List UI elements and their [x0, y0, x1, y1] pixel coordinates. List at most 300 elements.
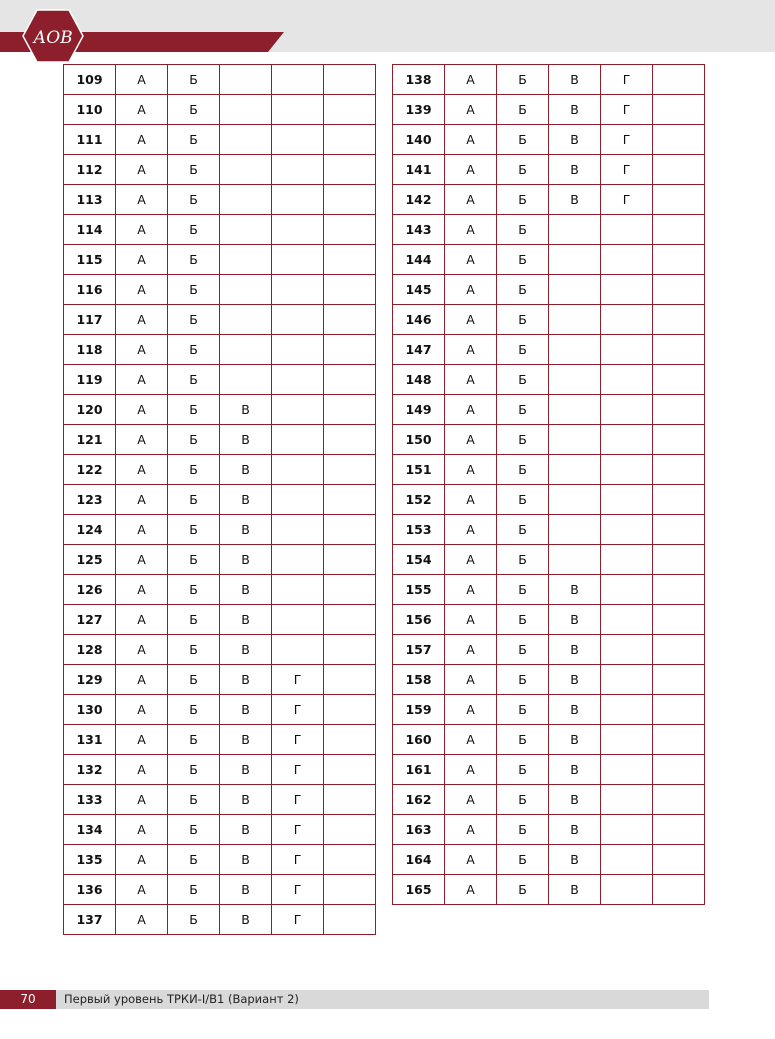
answer-option-cell[interactable]: Б — [168, 575, 220, 605]
answer-option-cell[interactable] — [272, 605, 324, 635]
answer-option-cell[interactable]: Б — [168, 785, 220, 815]
answer-option-cell[interactable] — [601, 395, 653, 425]
answer-option-cell[interactable]: А — [445, 695, 497, 725]
answer-option-cell[interactable]: В — [549, 695, 601, 725]
question-number: 115 — [64, 245, 116, 275]
answer-option-cell[interactable] — [549, 545, 601, 575]
answer-option-cell[interactable] — [601, 485, 653, 515]
answer-option-cell[interactable] — [653, 275, 705, 305]
answer-option-cell[interactable] — [653, 755, 705, 785]
answer-option-cell[interactable] — [272, 95, 324, 125]
answer-option-cell[interactable] — [220, 215, 272, 245]
answer-option-cell[interactable] — [549, 455, 601, 485]
answer-option-cell[interactable] — [653, 605, 705, 635]
answer-option-cell[interactable] — [324, 455, 376, 485]
answer-option-cell[interactable] — [324, 305, 376, 335]
answer-option-cell[interactable]: В — [220, 395, 272, 425]
answer-option-cell[interactable]: Б — [168, 905, 220, 935]
answer-option-cell[interactable]: А — [445, 545, 497, 575]
answer-option-cell[interactable]: А — [116, 365, 168, 395]
answer-option-cell[interactable] — [324, 485, 376, 515]
answer-option-cell[interactable]: Б — [168, 65, 220, 95]
answer-option-cell[interactable] — [653, 185, 705, 215]
answer-option-cell[interactable]: А — [116, 185, 168, 215]
answer-option-cell[interactable]: В — [549, 815, 601, 845]
answer-option-cell[interactable]: Г — [272, 785, 324, 815]
answer-option-cell[interactable]: В — [220, 605, 272, 635]
answer-option-cell[interactable]: Г — [272, 665, 324, 695]
answer-option-cell[interactable] — [324, 815, 376, 845]
answer-option-cell[interactable]: Б — [497, 455, 549, 485]
answer-option-cell[interactable] — [601, 215, 653, 245]
answer-option-cell[interactable] — [601, 305, 653, 335]
answer-option-cell[interactable] — [653, 365, 705, 395]
answer-option-cell[interactable]: В — [549, 665, 601, 695]
answer-option-cell[interactable] — [272, 245, 324, 275]
answer-option-cell[interactable]: Г — [272, 815, 324, 845]
answer-option-cell[interactable]: А — [116, 245, 168, 275]
answer-option-cell[interactable]: А — [445, 755, 497, 785]
question-number: 132 — [64, 755, 116, 785]
answer-option-cell[interactable] — [601, 545, 653, 575]
answer-option-cell[interactable]: Б — [497, 875, 549, 905]
answer-option-cell[interactable]: Б — [168, 125, 220, 155]
answer-option-cell[interactable] — [653, 305, 705, 335]
answer-option-cell[interactable]: А — [445, 185, 497, 215]
answer-row — [393, 815, 705, 845]
question-number: 128 — [64, 635, 116, 665]
answer-option-cell[interactable]: А — [445, 365, 497, 395]
answer-option-cell[interactable] — [653, 425, 705, 455]
answer-option-cell[interactable]: В — [220, 575, 272, 605]
answer-option-cell[interactable] — [220, 305, 272, 335]
answer-option-cell[interactable]: В — [220, 695, 272, 725]
answer-option-cell[interactable] — [272, 425, 324, 455]
answer-option-cell[interactable] — [601, 425, 653, 455]
answer-option-cell[interactable] — [601, 875, 653, 905]
answer-option-cell[interactable] — [653, 575, 705, 605]
answer-option-cell[interactable]: А — [116, 455, 168, 485]
answer-option-cell[interactable] — [272, 65, 324, 95]
answer-option-cell[interactable]: А — [445, 425, 497, 455]
answer-option-cell[interactable]: Б — [497, 635, 549, 665]
answer-option-cell[interactable]: А — [116, 725, 168, 755]
answer-option-cell[interactable]: А — [116, 785, 168, 815]
answer-option-cell[interactable]: Б — [497, 845, 549, 875]
answer-option-cell[interactable] — [549, 245, 601, 275]
answer-option-cell[interactable] — [601, 695, 653, 725]
answer-option-cell[interactable]: А — [445, 125, 497, 155]
answer-option-cell[interactable]: В — [220, 875, 272, 905]
answer-option-cell[interactable]: Г — [601, 65, 653, 95]
answer-option-cell[interactable]: А — [445, 845, 497, 875]
question-number: 154 — [393, 545, 445, 575]
answer-option-cell[interactable]: Г — [601, 95, 653, 125]
answer-option-cell[interactable]: Б — [497, 155, 549, 185]
answer-option-cell[interactable]: Б — [168, 545, 220, 575]
answer-option-cell[interactable] — [272, 455, 324, 485]
answer-option-cell[interactable] — [272, 575, 324, 605]
question-number: 109 — [64, 65, 116, 95]
answer-option-cell[interactable]: В — [549, 575, 601, 605]
answer-option-cell[interactable] — [324, 725, 376, 755]
answer-option-cell[interactable] — [272, 545, 324, 575]
answer-option-cell[interactable] — [272, 365, 324, 395]
answer-option-cell[interactable]: А — [116, 305, 168, 335]
answer-option-cell[interactable] — [324, 65, 376, 95]
answer-option-cell[interactable]: А — [445, 875, 497, 905]
answer-option-cell[interactable] — [601, 725, 653, 755]
question-number: 142 — [393, 185, 445, 215]
answer-option-cell[interactable]: В — [549, 95, 601, 125]
answer-option-cell[interactable] — [653, 635, 705, 665]
answer-option-cell[interactable] — [272, 485, 324, 515]
answer-option-cell[interactable]: А — [445, 245, 497, 275]
answer-option-cell[interactable] — [324, 245, 376, 275]
answer-option-cell[interactable]: А — [445, 305, 497, 335]
answer-option-cell[interactable]: Г — [272, 725, 324, 755]
question-number: 131 — [64, 725, 116, 755]
answer-option-cell[interactable] — [324, 155, 376, 185]
answer-option-cell[interactable]: А — [116, 635, 168, 665]
answer-option-cell[interactable]: А — [116, 215, 168, 245]
answer-option-cell[interactable]: Г — [272, 875, 324, 905]
answer-option-cell[interactable] — [549, 485, 601, 515]
answer-option-cell[interactable]: В — [220, 755, 272, 785]
answer-option-cell[interactable]: Б — [497, 245, 549, 275]
answer-option-cell[interactable] — [324, 275, 376, 305]
answer-option-cell[interactable] — [220, 125, 272, 155]
answer-option-cell[interactable] — [653, 725, 705, 755]
question-number: 126 — [64, 575, 116, 605]
answer-option-cell[interactable]: А — [116, 605, 168, 635]
answer-option-cell[interactable]: А — [116, 755, 168, 785]
answer-option-cell[interactable] — [549, 365, 601, 395]
answer-option-cell[interactable]: А — [116, 845, 168, 875]
answer-option-cell[interactable]: Б — [168, 455, 220, 485]
answer-option-cell[interactable]: А — [116, 335, 168, 365]
answer-option-cell[interactable] — [220, 365, 272, 395]
answer-option-cell[interactable]: Б — [168, 815, 220, 845]
answer-option-cell[interactable]: А — [445, 155, 497, 185]
answer-option-cell[interactable] — [653, 785, 705, 815]
answer-option-cell[interactable] — [653, 545, 705, 575]
answer-option-cell[interactable] — [653, 245, 705, 275]
answer-option-cell[interactable]: Б — [168, 635, 220, 665]
answer-row — [64, 425, 376, 455]
answer-option-cell[interactable]: А — [445, 215, 497, 245]
answer-option-cell[interactable] — [272, 305, 324, 335]
answer-option-cell[interactable]: Б — [168, 845, 220, 875]
answer-option-cell[interactable] — [653, 95, 705, 125]
answer-option-cell[interactable] — [272, 215, 324, 245]
answer-option-cell[interactable]: Б — [497, 605, 549, 635]
answer-option-cell[interactable]: Б — [168, 155, 220, 185]
answer-option-cell[interactable]: Г — [272, 845, 324, 875]
answer-option-cell[interactable] — [601, 335, 653, 365]
answer-option-cell[interactable]: А — [445, 605, 497, 635]
answer-option-cell[interactable]: Б — [497, 575, 549, 605]
answer-option-cell[interactable]: Б — [497, 815, 549, 845]
answer-option-cell[interactable]: А — [445, 95, 497, 125]
answer-option-cell[interactable] — [653, 875, 705, 905]
answer-option-cell[interactable] — [653, 65, 705, 95]
answer-option-cell[interactable] — [653, 485, 705, 515]
answer-option-cell[interactable]: А — [116, 485, 168, 515]
answer-option-cell[interactable] — [653, 455, 705, 485]
answer-option-cell[interactable] — [601, 665, 653, 695]
answer-option-cell[interactable]: В — [220, 545, 272, 575]
answer-option-cell[interactable]: А — [116, 65, 168, 95]
answer-option-cell[interactable]: Б — [497, 215, 549, 245]
answer-option-cell[interactable]: Б — [168, 485, 220, 515]
answer-option-cell[interactable] — [549, 275, 601, 305]
answer-option-cell[interactable] — [549, 515, 601, 545]
answer-option-cell[interactable]: Б — [168, 725, 220, 755]
answer-option-cell[interactable]: Б — [168, 215, 220, 245]
answer-option-cell[interactable]: А — [445, 725, 497, 755]
answer-option-cell[interactable]: Г — [272, 905, 324, 935]
answer-option-cell[interactable] — [549, 215, 601, 245]
answer-option-cell[interactable]: В — [549, 755, 601, 785]
answer-option-cell[interactable]: А — [116, 545, 168, 575]
answer-option-cell[interactable] — [601, 635, 653, 665]
answer-option-cell[interactable]: В — [549, 125, 601, 155]
answer-option-cell[interactable]: Б — [497, 125, 549, 155]
answer-option-cell[interactable] — [324, 575, 376, 605]
answer-option-cell[interactable]: Б — [497, 65, 549, 95]
answer-option-cell[interactable] — [220, 275, 272, 305]
answer-row — [393, 215, 705, 245]
answer-option-cell[interactable]: В — [549, 875, 601, 905]
answer-option-cell[interactable] — [324, 875, 376, 905]
answer-option-cell[interactable]: Б — [497, 425, 549, 455]
answer-option-cell[interactable]: Б — [497, 305, 549, 335]
answer-option-cell[interactable] — [324, 695, 376, 725]
answer-option-cell[interactable]: Б — [168, 425, 220, 455]
answer-option-cell[interactable] — [653, 845, 705, 875]
answer-option-cell[interactable] — [324, 365, 376, 395]
answer-option-cell[interactable]: Г — [601, 185, 653, 215]
answer-option-cell[interactable] — [653, 335, 705, 365]
answer-option-cell[interactable] — [324, 605, 376, 635]
answer-option-cell[interactable] — [220, 95, 272, 125]
answer-option-cell[interactable] — [324, 95, 376, 125]
answer-option-cell[interactable]: Б — [497, 545, 549, 575]
answer-option-cell[interactable]: В — [220, 515, 272, 545]
answer-option-cell[interactable]: А — [116, 575, 168, 605]
answer-option-cell[interactable] — [272, 155, 324, 185]
answer-option-cell[interactable] — [601, 275, 653, 305]
answer-option-cell[interactable] — [653, 515, 705, 545]
answer-option-cell[interactable]: В — [220, 635, 272, 665]
answer-option-cell[interactable]: Б — [168, 395, 220, 425]
answer-option-cell[interactable] — [272, 275, 324, 305]
answer-option-cell[interactable]: В — [549, 185, 601, 215]
answer-option-cell[interactable]: В — [220, 485, 272, 515]
answer-option-cell[interactable] — [653, 215, 705, 245]
answer-option-cell[interactable]: А — [116, 875, 168, 905]
answer-option-cell[interactable]: В — [220, 665, 272, 695]
answer-option-cell[interactable]: А — [116, 155, 168, 185]
answer-option-cell[interactable]: Б — [497, 485, 549, 515]
answer-option-cell[interactable]: А — [445, 515, 497, 545]
answer-option-cell[interactable] — [324, 515, 376, 545]
answer-option-cell[interactable] — [601, 455, 653, 485]
answer-option-cell[interactable]: В — [220, 785, 272, 815]
answer-option-cell[interactable] — [601, 845, 653, 875]
answer-option-cell[interactable]: Б — [168, 695, 220, 725]
answer-option-cell[interactable]: В — [549, 65, 601, 95]
answer-option-cell[interactable]: Б — [497, 725, 549, 755]
answer-option-cell[interactable]: А — [445, 275, 497, 305]
answer-option-cell[interactable]: Б — [168, 275, 220, 305]
answer-option-cell[interactable]: Б — [497, 335, 549, 365]
answer-option-cell[interactable]: Г — [272, 755, 324, 785]
answer-option-cell[interactable]: Б — [168, 305, 220, 335]
answer-option-cell[interactable] — [549, 305, 601, 335]
answer-option-cell[interactable] — [220, 65, 272, 95]
answer-option-cell[interactable] — [324, 185, 376, 215]
answer-option-cell[interactable] — [653, 125, 705, 155]
answer-option-cell[interactable] — [601, 785, 653, 815]
answer-option-cell[interactable]: Г — [272, 695, 324, 725]
answer-option-cell[interactable]: Б — [497, 95, 549, 125]
answer-option-cell[interactable] — [324, 905, 376, 935]
answer-option-cell[interactable]: Б — [497, 695, 549, 725]
answer-row — [393, 875, 705, 905]
answer-option-cell[interactable] — [324, 335, 376, 365]
answer-option-cell[interactable]: Б — [497, 365, 549, 395]
answer-option-cell[interactable]: Б — [168, 875, 220, 905]
answer-option-cell[interactable] — [601, 575, 653, 605]
answer-option-cell[interactable] — [324, 395, 376, 425]
answer-row — [64, 335, 376, 365]
answer-option-cell[interactable]: А — [445, 785, 497, 815]
answer-option-cell[interactable]: А — [445, 635, 497, 665]
answer-option-cell[interactable] — [549, 425, 601, 455]
answer-option-cell[interactable] — [324, 125, 376, 155]
answer-option-cell[interactable] — [220, 335, 272, 365]
answer-row — [393, 125, 705, 155]
answer-option-cell[interactable] — [272, 125, 324, 155]
answer-option-cell[interactable] — [549, 395, 601, 425]
answer-option-cell[interactable]: Б — [497, 275, 549, 305]
answer-option-cell[interactable] — [272, 335, 324, 365]
answer-option-cell[interactable]: В — [549, 155, 601, 185]
answer-option-cell[interactable]: А — [445, 395, 497, 425]
answer-option-cell[interactable] — [549, 335, 601, 365]
answer-option-cell[interactable]: В — [220, 815, 272, 845]
answer-option-cell[interactable]: А — [445, 65, 497, 95]
answer-option-cell[interactable] — [220, 245, 272, 275]
answer-option-cell[interactable]: Б — [497, 395, 549, 425]
answer-option-cell[interactable]: Б — [168, 95, 220, 125]
answer-option-cell[interactable]: А — [445, 575, 497, 605]
answer-option-cell[interactable]: В — [549, 725, 601, 755]
answer-option-cell[interactable] — [653, 395, 705, 425]
answer-option-cell[interactable] — [220, 185, 272, 215]
answer-option-cell[interactable]: В — [220, 725, 272, 755]
answer-option-cell[interactable] — [272, 185, 324, 215]
answer-option-cell[interactable]: В — [220, 455, 272, 485]
answer-option-cell[interactable]: Г — [601, 125, 653, 155]
answer-option-cell[interactable]: Б — [497, 665, 549, 695]
answer-option-cell[interactable]: Б — [168, 665, 220, 695]
answer-option-cell[interactable]: А — [445, 455, 497, 485]
answer-option-cell[interactable] — [653, 815, 705, 845]
answer-option-cell[interactable]: Б — [497, 515, 549, 545]
answer-option-cell[interactable]: А — [116, 695, 168, 725]
answer-option-cell[interactable]: Б — [168, 335, 220, 365]
answer-option-cell[interactable]: А — [116, 425, 168, 455]
answer-option-cell[interactable] — [324, 785, 376, 815]
answer-option-cell[interactable]: Б — [168, 755, 220, 785]
answer-option-cell[interactable]: В — [549, 635, 601, 665]
answer-option-cell[interactable]: А — [116, 665, 168, 695]
answer-option-cell[interactable]: Б — [168, 515, 220, 545]
answer-option-cell[interactable]: А — [445, 665, 497, 695]
answer-option-cell[interactable]: Б — [168, 245, 220, 275]
answer-option-cell[interactable]: А — [445, 335, 497, 365]
answer-option-cell[interactable]: Б — [168, 605, 220, 635]
answer-option-cell[interactable] — [601, 605, 653, 635]
answer-option-cell[interactable]: А — [116, 125, 168, 155]
question-number: 144 — [393, 245, 445, 275]
answer-option-cell[interactable]: В — [220, 905, 272, 935]
answer-option-cell[interactable] — [272, 515, 324, 545]
answer-option-cell[interactable] — [324, 635, 376, 665]
answer-option-cell[interactable] — [653, 695, 705, 725]
answer-option-cell[interactable]: В — [549, 785, 601, 815]
answer-option-cell[interactable]: Г — [601, 155, 653, 185]
answer-option-cell[interactable] — [272, 635, 324, 665]
answer-option-cell[interactable]: А — [445, 815, 497, 845]
answer-option-cell[interactable]: А — [445, 485, 497, 515]
answer-option-cell[interactable]: В — [549, 845, 601, 875]
answer-option-cell[interactable] — [653, 155, 705, 185]
answer-option-cell[interactable]: В — [549, 605, 601, 635]
answer-option-cell[interactable]: А — [116, 395, 168, 425]
answer-option-cell[interactable] — [272, 395, 324, 425]
answer-option-cell[interactable] — [601, 515, 653, 545]
answer-option-cell[interactable] — [324, 755, 376, 785]
answer-option-cell[interactable] — [601, 365, 653, 395]
answer-option-cell[interactable]: Б — [168, 365, 220, 395]
answer-option-cell[interactable]: А — [116, 905, 168, 935]
answer-option-cell[interactable] — [220, 155, 272, 185]
answer-option-cell[interactable]: А — [116, 515, 168, 545]
answer-option-cell[interactable]: А — [116, 815, 168, 845]
answer-option-cell[interactable] — [601, 755, 653, 785]
answer-option-cell[interactable]: В — [220, 845, 272, 875]
answer-option-cell[interactable]: А — [116, 275, 168, 305]
answer-option-cell[interactable]: Б — [497, 755, 549, 785]
answer-option-cell[interactable] — [601, 815, 653, 845]
answer-option-cell[interactable]: Б — [497, 185, 549, 215]
answer-option-cell[interactable] — [324, 215, 376, 245]
answer-option-cell[interactable] — [601, 245, 653, 275]
answer-option-cell[interactable] — [324, 425, 376, 455]
answer-option-cell[interactable]: Б — [168, 185, 220, 215]
answer-option-cell[interactable] — [324, 665, 376, 695]
answer-option-cell[interactable] — [653, 665, 705, 695]
answer-option-cell[interactable] — [324, 845, 376, 875]
answer-option-cell[interactable]: А — [116, 95, 168, 125]
answer-option-cell[interactable]: Б — [497, 785, 549, 815]
answer-option-cell[interactable] — [324, 545, 376, 575]
answer-option-cell[interactable]: В — [220, 425, 272, 455]
